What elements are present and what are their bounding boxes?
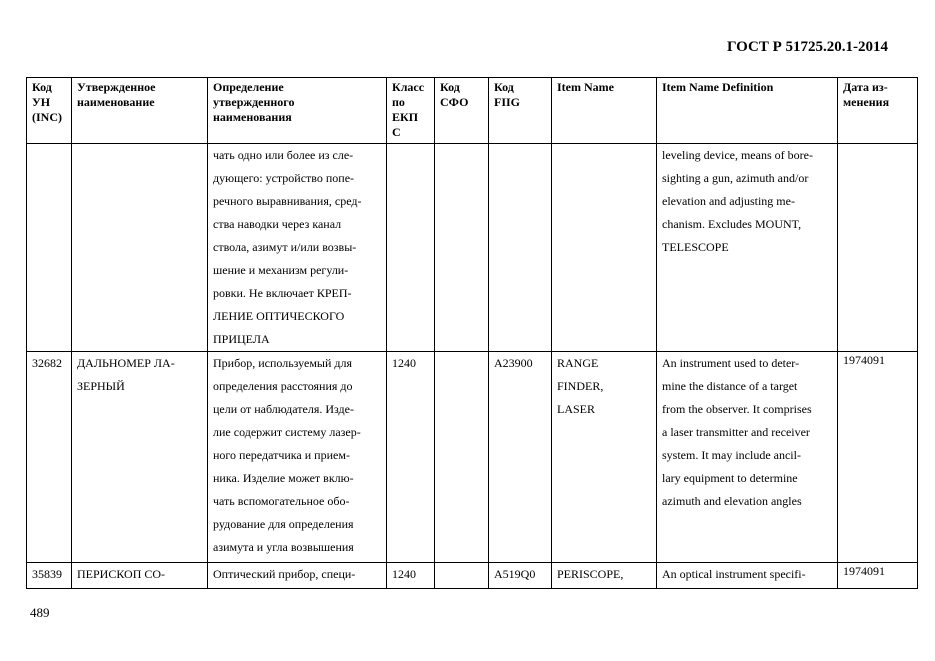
cell-value xyxy=(843,144,912,145)
cell-class xyxy=(387,144,435,352)
cell-line: system. It may include ancil- xyxy=(662,448,801,462)
cell-value: 1240 xyxy=(392,356,416,370)
cell-line: ства наводки через канал xyxy=(213,217,342,231)
cell-line: mine the distance of a target xyxy=(662,379,798,393)
cell-line: ствола, азимут и/или возвы- xyxy=(213,240,357,254)
table-row xyxy=(27,563,918,589)
column-header xyxy=(435,78,489,144)
standard-code: ГОСТ Р 51725.20.1-2014 xyxy=(726,39,888,55)
cell-line: чать одно или более из сле- xyxy=(213,148,354,162)
cell-line: ЛЕНИЕ ОПТИЧЕСКОГО xyxy=(213,309,345,323)
cell-item-name xyxy=(552,352,657,563)
column-header-line: Item Name Definition xyxy=(662,80,774,94)
column-header-line: Определение xyxy=(213,80,284,94)
column-header xyxy=(72,78,208,144)
cell-date xyxy=(838,563,918,589)
cell-definition xyxy=(208,563,387,589)
cell-line: шение и механизм регули- xyxy=(213,263,349,277)
cell-line: ровки. Не включает КРЕП- xyxy=(213,286,352,300)
cell-item-name xyxy=(552,563,657,589)
cell-item-def xyxy=(657,563,838,589)
column-header-line: Item Name xyxy=(557,80,614,94)
cell-name xyxy=(72,352,208,563)
cell-line: elevation and adjusting me- xyxy=(662,194,795,208)
catalog-table xyxy=(26,77,918,589)
cell-line: ника. Изделие может вклю- xyxy=(213,471,354,485)
cell-line: определения расстояния до xyxy=(213,379,353,393)
cell-line: sighting a gun, azimuth and/or xyxy=(662,171,809,185)
cell-sfo xyxy=(435,144,489,352)
cell-line: RANGE xyxy=(557,356,599,370)
cell-line: ПРИЦЕЛА xyxy=(213,332,270,346)
cell-name xyxy=(72,563,208,589)
cell-value: A23900 xyxy=(494,356,533,370)
cell-fiig xyxy=(489,563,552,589)
cell-line: цели от наблюдателя. Изде- xyxy=(213,402,354,416)
cell-class xyxy=(387,352,435,563)
cell-line: TELESCOPE xyxy=(662,240,729,254)
cell-line: ДАЛЬНОМЕР ЛА- xyxy=(77,356,175,370)
cell-inc xyxy=(27,144,72,352)
cell-item-def xyxy=(657,352,838,563)
cell-value: 1974091 xyxy=(843,353,885,367)
cell-line: азимута и угла возвышения xyxy=(213,540,354,554)
cell-line: ного передатчика и прием- xyxy=(213,448,350,462)
table-header-row xyxy=(27,78,918,144)
cell-value: 35839 xyxy=(32,567,62,581)
cell-line: An optical instrument specifi- xyxy=(662,567,806,581)
cell-name xyxy=(72,144,208,352)
column-header-line: (INC) xyxy=(32,110,62,124)
cell-line: LASER xyxy=(557,402,596,416)
column-header-line: УН xyxy=(32,95,51,109)
cell-date xyxy=(838,144,918,352)
column-header-line: FIIG xyxy=(494,95,521,109)
column-header-line: С xyxy=(392,125,401,139)
cell-line: leveling device, means of bore- xyxy=(662,148,813,162)
cell-line: ПЕРИСКОП СО- xyxy=(77,567,166,581)
cell-definition xyxy=(208,144,387,352)
cell-line: ЗЕРНЫЙ xyxy=(77,379,125,393)
column-header xyxy=(387,78,435,144)
column-header xyxy=(838,78,918,144)
cell-line: a laser transmitter and receiver xyxy=(662,425,810,439)
cell-definition xyxy=(208,352,387,563)
cell-line: рудование для определения xyxy=(213,517,354,531)
table-row xyxy=(27,144,918,352)
cell-item-name xyxy=(552,144,657,352)
column-header-line: наименования xyxy=(213,110,292,124)
cell-line: речного выравнивания, сред- xyxy=(213,194,362,208)
page-number: 489 xyxy=(30,605,50,620)
cell-inc xyxy=(27,563,72,589)
cell-line: PERISCOPE, xyxy=(557,567,624,581)
column-header-line: Класс xyxy=(392,80,425,94)
cell-line: lary equipment to determine xyxy=(662,471,798,485)
cell-line: Оптический прибор, специ- xyxy=(213,567,356,581)
cell-fiig xyxy=(489,352,552,563)
cell-line: FINDER, xyxy=(557,379,604,393)
cell-fiig xyxy=(489,144,552,352)
cell-sfo xyxy=(435,563,489,589)
cell-line: chanism. Excludes MOUNT, xyxy=(662,217,802,231)
column-header-line: менения xyxy=(843,95,890,109)
cell-line: дующего: устройство попе- xyxy=(213,171,355,185)
cell-value: A519Q0 xyxy=(494,567,536,581)
column-header-line: наименование xyxy=(77,95,155,109)
cell-class xyxy=(387,563,435,589)
cell-line: чать вспомогательное обо- xyxy=(213,494,350,508)
cell-item-def xyxy=(657,144,838,352)
column-header xyxy=(657,78,838,144)
column-header-line: Код xyxy=(440,80,460,94)
cell-date xyxy=(838,352,918,563)
column-header-line: по xyxy=(392,95,405,109)
cell-line: azimuth and elevation angles xyxy=(662,494,802,508)
column-header xyxy=(27,78,72,144)
column-header-line: утвержденного xyxy=(213,95,295,109)
column-header xyxy=(552,78,657,144)
column-header-line: СФО xyxy=(440,95,469,109)
column-header-line: Код xyxy=(494,80,514,94)
cell-value: 32682 xyxy=(32,356,62,370)
cell-line: лие содержит систему лазер- xyxy=(213,425,361,439)
column-header-line: Код xyxy=(32,80,52,94)
cell-line: An instrument used to deter- xyxy=(662,356,800,370)
column-header-line: Утвержденное xyxy=(77,80,156,94)
column-header-line: ЕКП xyxy=(392,110,419,124)
cell-value: 1240 xyxy=(392,567,416,581)
cell-line: Прибор, используемый для xyxy=(213,356,353,370)
column-header xyxy=(489,78,552,144)
cell-sfo xyxy=(435,352,489,563)
table-row xyxy=(27,352,918,563)
cell-line: from the observer. It comprises xyxy=(662,402,812,416)
cell-value: 1974091 xyxy=(843,564,885,578)
column-header-line: Дата из- xyxy=(843,80,888,94)
cell-inc xyxy=(27,352,72,563)
column-header xyxy=(208,78,387,144)
